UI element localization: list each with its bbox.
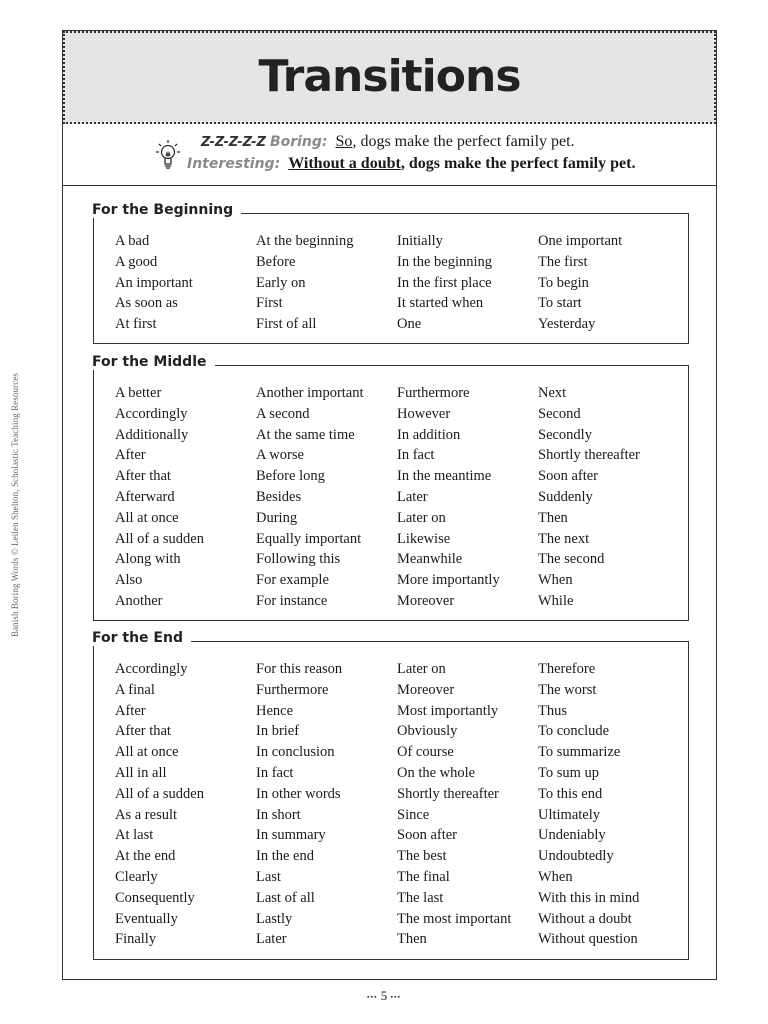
transition-word: One important — [538, 233, 623, 249]
boring-sentence: , dogs make the perfect family pet. — [352, 133, 575, 150]
transition-word: Then — [397, 931, 427, 948]
transition-word: After — [115, 702, 146, 719]
transition-word: Also — [115, 572, 143, 589]
transition-word: In the beginning — [397, 253, 493, 270]
transition-word: Consequently — [115, 889, 195, 906]
transition-word: Moreover — [397, 592, 455, 609]
transition-word: A better — [115, 385, 162, 401]
transition-word: The most important — [397, 910, 512, 927]
transition-word: However — [397, 405, 451, 422]
side-credit: Banish Boring Words © Leilen Shelton, Scholastic Teaching Resources — [10, 372, 20, 638]
transition-word: Likewise — [397, 530, 451, 547]
page-number-dots-left: ▪▪▪ — [367, 993, 378, 1002]
transition-word: At the same time — [256, 426, 355, 443]
transition-word: At the beginning — [256, 233, 354, 249]
transition-word: Of course — [397, 744, 454, 761]
transition-word: Besides — [256, 488, 302, 505]
transition-word: For example — [256, 572, 329, 589]
word-column — [115, 231, 256, 335]
word-column — [538, 659, 679, 950]
transition-word: A good — [115, 253, 158, 270]
transition-word: In short — [256, 806, 301, 823]
transition-word: In fact — [397, 447, 435, 464]
transition-word: Afterward — [115, 488, 175, 505]
transition-word: Furthermore — [256, 681, 329, 698]
transition-word: Clearly — [115, 868, 158, 885]
transition-word: Lastly — [256, 910, 293, 927]
word-column — [115, 383, 256, 612]
transition-word: Eventually — [115, 910, 178, 927]
transition-word: To this end — [538, 785, 603, 802]
transition-word: Accordingly — [115, 405, 188, 422]
transition-word: After — [115, 447, 146, 464]
transition-word: The first — [538, 253, 588, 270]
transition-word: Soon after — [538, 468, 598, 485]
transition-word: The next — [538, 530, 590, 547]
word-columns — [115, 659, 679, 950]
transition-word: Later on — [397, 509, 446, 526]
transition-word: At first — [115, 316, 157, 333]
transition-word: Shortly thereafter — [397, 785, 499, 802]
transition-word: Secondly — [538, 426, 592, 443]
transition-word: All of a sudden — [115, 530, 204, 547]
transition-word: Later — [256, 931, 287, 948]
word-column — [256, 383, 397, 612]
transition-word: In brief — [256, 723, 300, 740]
transition-word: To summarize — [538, 744, 621, 761]
transition-word: For instance — [256, 592, 328, 609]
transition-word: In summary — [256, 827, 326, 844]
transition-word: In addition — [397, 426, 461, 443]
transition-word: All in all — [115, 764, 167, 781]
transition-word: Therefore — [538, 661, 596, 677]
transition-word: Additionally — [115, 426, 189, 443]
transition-word: Shortly thereafter — [538, 447, 640, 464]
transition-word: For this reason — [256, 661, 343, 677]
transition-word: Thus — [538, 702, 567, 719]
transition-word: To start — [538, 295, 582, 312]
transition-word: Following this — [256, 551, 341, 568]
word-columns — [115, 383, 679, 612]
interesting-label: Interesting: — [187, 156, 281, 172]
transition-word: On the whole — [397, 764, 476, 781]
title-band — [63, 31, 716, 124]
transition-word: At the end — [115, 848, 176, 865]
transition-word: A final — [115, 681, 155, 698]
transition-word: Suddenly — [538, 488, 593, 505]
transition-word: Undoubtedly — [538, 848, 614, 865]
word-column — [397, 383, 538, 612]
transition-word: With this in mind — [538, 889, 640, 906]
lightbulb-icon — [155, 138, 181, 172]
transition-word: All at once — [115, 744, 179, 761]
transition-word: When — [538, 572, 573, 589]
transition-word: During — [256, 509, 298, 526]
word-column — [538, 383, 679, 612]
transition-word: First of all — [256, 316, 317, 333]
transition-word: Before — [256, 253, 296, 270]
zzz-label: Z-Z-Z-Z-Z — [201, 135, 266, 150]
transition-word: A worse — [256, 447, 304, 464]
transition-word: The worst — [538, 681, 597, 698]
transition-word: In the end — [256, 848, 314, 865]
section-title: For the Middle — [88, 354, 215, 370]
transition-word: Along with — [115, 551, 181, 568]
word-columns — [115, 231, 679, 335]
transition-word: Another important — [256, 385, 364, 401]
transition-word: The second — [538, 551, 605, 568]
transition-word: In fact — [256, 764, 294, 781]
section-end — [92, 630, 689, 960]
transition-word: Hence — [256, 702, 294, 719]
page-number-value: 5 — [380, 988, 388, 1003]
transition-word: After that — [115, 468, 171, 485]
transition-word: Since — [397, 806, 430, 823]
boring-label: Boring: — [269, 134, 328, 150]
transition-word: At last — [115, 827, 154, 844]
transition-word: The last — [397, 889, 444, 906]
transition-word: In the first place — [397, 274, 492, 291]
transition-word: Without a doubt — [538, 910, 632, 927]
transition-word: Then — [538, 509, 568, 526]
transition-word: Furthermore — [397, 385, 470, 401]
transition-word: A bad — [115, 233, 150, 249]
page-frame — [62, 30, 717, 980]
transition-word: To sum up — [538, 764, 600, 781]
transition-word: As soon as — [115, 295, 178, 312]
transition-word: Moreover — [397, 681, 455, 698]
transition-word: Undeniably — [538, 827, 606, 844]
section-title: For the Beginning — [88, 202, 241, 218]
transition-word: Early on — [256, 274, 306, 291]
transition-word: Later — [397, 488, 428, 505]
transition-word: All at once — [115, 509, 179, 526]
word-column — [256, 231, 397, 335]
transition-word: After that — [115, 723, 171, 740]
word-column — [397, 659, 538, 950]
page-title: Transitions — [258, 51, 521, 102]
transition-word: While — [538, 592, 574, 609]
transition-word: Obviously — [397, 723, 458, 740]
transition-word: Without question — [538, 931, 638, 948]
transition-word: Another — [115, 592, 163, 609]
word-column — [538, 231, 679, 335]
interesting-sentence: , dogs make the perfect family pet. — [400, 155, 636, 172]
transition-word: Equally important — [256, 530, 362, 547]
transition-word: The final — [397, 868, 450, 885]
transition-word: More importantly — [397, 572, 500, 589]
interesting-example — [187, 155, 635, 173]
transition-word: Soon after — [397, 827, 457, 844]
page-number — [0, 988, 768, 1004]
transition-word: To conclude — [538, 723, 610, 740]
transition-word: An important — [115, 274, 193, 291]
transition-word: Next — [538, 385, 567, 401]
boring-lead: So — [335, 133, 353, 150]
transition-word: It started when — [397, 295, 484, 312]
transition-word: Second — [538, 405, 581, 422]
example-band — [63, 124, 716, 186]
transition-word: Accordingly — [115, 661, 188, 677]
transition-word: Before long — [256, 468, 325, 485]
section-middle — [92, 354, 689, 621]
transition-word: First — [256, 295, 283, 312]
transition-word: Most importantly — [397, 702, 499, 719]
section-title: For the End — [88, 630, 191, 646]
transition-word: The best — [397, 848, 447, 865]
transition-word: Last of all — [256, 889, 315, 906]
transition-word: Finally — [115, 931, 157, 948]
section-beginning — [92, 202, 689, 344]
transition-word: In conclusion — [256, 744, 335, 761]
transition-word: When — [538, 868, 573, 885]
transition-word: In other words — [256, 785, 341, 802]
transition-word: Meanwhile — [397, 551, 463, 568]
transition-word: To begin — [538, 274, 589, 291]
transition-word: In the meantime — [397, 468, 492, 485]
interesting-lead: Without a doubt — [288, 155, 401, 172]
transition-word: Later on — [397, 661, 446, 677]
word-column — [115, 659, 256, 950]
page-number-dots-right: ▪▪▪ — [390, 993, 401, 1002]
transition-word: Initially — [397, 233, 443, 249]
word-column — [256, 659, 397, 950]
transition-word: Ultimately — [538, 806, 601, 823]
transition-word: One — [397, 316, 422, 333]
transition-word: Yesterday — [538, 316, 596, 333]
word-column — [397, 231, 538, 335]
transition-word: All of a sudden — [115, 785, 204, 802]
transition-word: A second — [256, 405, 310, 422]
boring-example — [201, 133, 575, 151]
transition-word: As a result — [115, 806, 178, 823]
transition-word: Last — [256, 868, 281, 885]
